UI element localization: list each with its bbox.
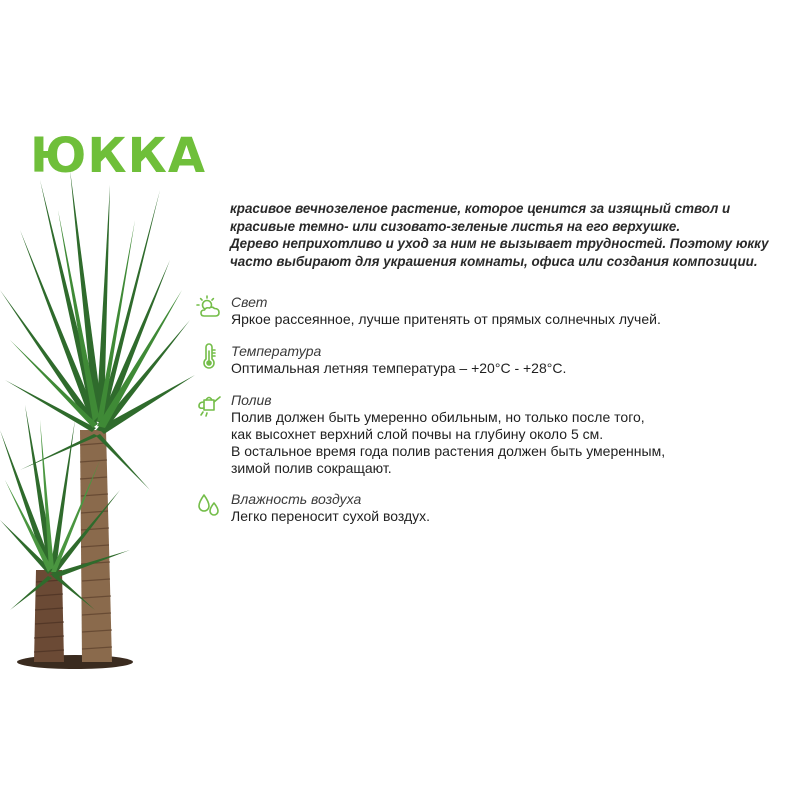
intro-line: красивое вечнозеленое растение, которое ценится за изящный ствол и [230, 201, 731, 216]
care-line: Оптимальная летняя температура – +20°С - +28°С. [231, 360, 567, 376]
water-drops-icon [195, 491, 223, 519]
page-title: ЮККА [30, 128, 206, 184]
care-heading: Свет [231, 294, 268, 310]
care-line: Легко переносит сухой воздух. [231, 508, 431, 524]
care-body [231, 360, 786, 377]
care-body [231, 311, 786, 328]
care-body [231, 409, 786, 477]
care-line: В остальное время года полив растения должен быть умеренным, [231, 443, 666, 459]
sun-cloud-icon [195, 294, 223, 322]
intro-line: Дерево неприхотливо и уход за ним не вызывает трудностей. Поэтому юкку [230, 236, 769, 251]
yucca-plant-image [0, 170, 200, 670]
care-heading: Влажность воздуха [231, 491, 362, 507]
care-line: зимой полив сокращают. [231, 460, 392, 476]
care-line: как высохнет верхний слой почвы на глубину около 5 см. [231, 426, 604, 442]
thermometer-icon [195, 343, 223, 371]
care-heading: Температура [231, 343, 322, 359]
intro-line: часто выбирают для украшения комнаты, офиса или создания композиции. [230, 253, 758, 269]
care-body [231, 508, 786, 525]
care-line: Полив должен быть умеренно обильным, но только после того, [231, 409, 645, 425]
care-heading: Полив [231, 392, 272, 408]
intro-text [230, 200, 795, 270]
watering-can-icon [195, 392, 223, 420]
care-line: Яркое рассеянное, лучше притенять от прямых солнечных лучей. [231, 311, 661, 327]
intro-line: красивые темно- или сизовато-зеленые листья на его верхушке. [230, 218, 681, 234]
